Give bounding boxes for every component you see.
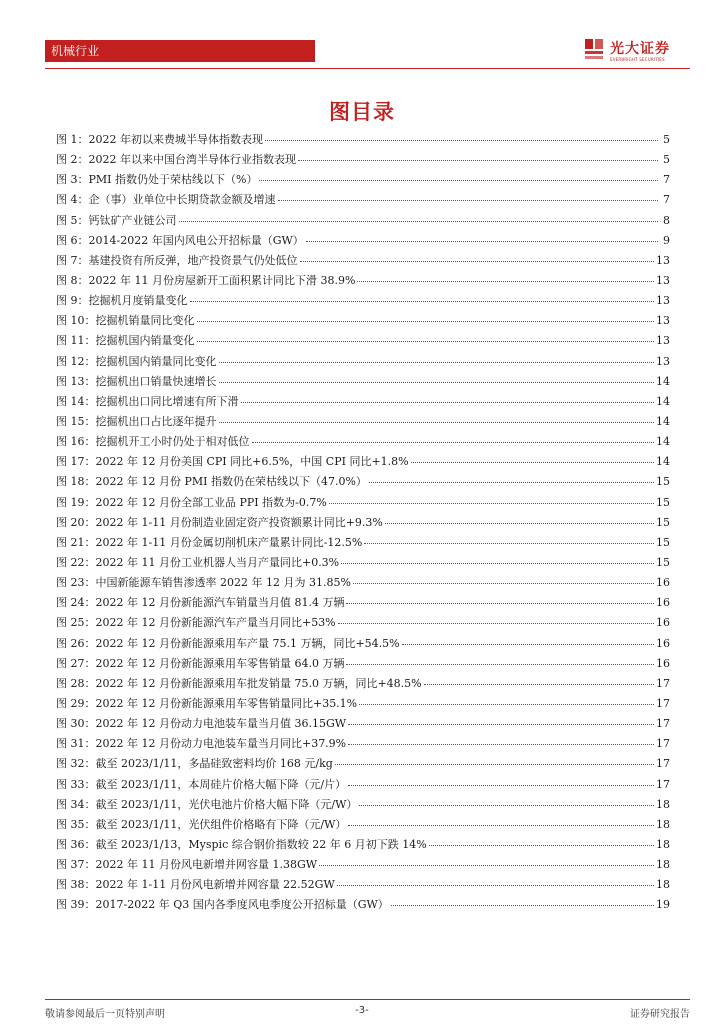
toc-dot-leader xyxy=(252,442,655,443)
toc-entry-label: 图 6：2014-2022 年国内风电公开招标量（GW） xyxy=(56,233,304,247)
toc-entry-label: 图 34：截至 2023/1/11，光伏电池片价格大幅下降（元/W） xyxy=(56,797,358,811)
toc-dot-leader xyxy=(338,623,654,624)
toc-dot-leader xyxy=(353,583,654,584)
header-rule xyxy=(45,68,690,69)
toc-entry-page: 15 xyxy=(656,475,670,489)
toc-entry-label: 图 11：挖掘机国内销量变化 xyxy=(56,334,195,348)
toc-entry-page: 14 xyxy=(656,455,670,469)
toc-dot-leader xyxy=(346,603,654,604)
toc-entry[interactable] xyxy=(56,635,670,655)
toc-entry-page: 15 xyxy=(656,515,670,529)
page-number: -3- xyxy=(355,1005,369,1016)
toc-dot-leader xyxy=(357,281,654,282)
toc-entry-label: 图 17：2022 年 12 月份美国 CPI 同比+6.5%，中国 CPI 同比+1.8% xyxy=(56,455,409,469)
toc-entry-label: 图 39：2017-2022 年 Q3 国内各季度风电季度公开招标量（GW） xyxy=(56,898,389,912)
toc-dot-leader xyxy=(300,261,655,262)
toc-dot-leader xyxy=(359,704,654,705)
toc-entry[interactable] xyxy=(56,151,670,171)
toc-entry[interactable] xyxy=(56,272,670,292)
toc-entry-label: 图 25：2022 年 12 月份新能源汽车产量当月同比+53% xyxy=(56,616,336,630)
toc-dot-leader xyxy=(319,865,654,866)
toc-entry[interactable] xyxy=(56,332,670,352)
toc-entry[interactable] xyxy=(56,816,670,836)
toc-dot-leader xyxy=(364,543,654,544)
toc-entry[interactable] xyxy=(56,776,670,796)
toc-entry-label: 图 2：2022 年以来中国台湾半导体行业指数表现 xyxy=(56,153,296,167)
toc-entry[interactable] xyxy=(56,695,670,715)
toc-entry-label: 图 36：截至 2023/1/13，Myspic 综合钢价指数较 22 年 6 月初下跌 14% xyxy=(56,837,427,851)
toc-entry-label: 图 31：2022 年 12 月份动力电池装车量当月同比+37.9% xyxy=(56,737,347,751)
toc-entry-page: 9 xyxy=(663,233,670,247)
toc-dot-leader xyxy=(348,825,654,826)
table-of-figures xyxy=(56,131,670,916)
toc-dot-leader xyxy=(341,563,654,564)
toc-entry-page: 16 xyxy=(656,616,670,630)
toc-entry-page: 17 xyxy=(656,696,670,710)
toc-entry[interactable] xyxy=(56,312,670,332)
toc-entry-page: 16 xyxy=(656,636,670,650)
toc-dot-leader xyxy=(306,241,658,242)
footer-rule xyxy=(45,999,690,1000)
toc-entry-label: 图 7：基建投资有所反弹，地产投资景气仍处低位 xyxy=(56,253,298,267)
toc-entry[interactable] xyxy=(56,453,670,473)
toc-entry[interactable] xyxy=(56,655,670,675)
toc-dot-leader xyxy=(241,402,655,403)
toc-dot-leader xyxy=(265,140,658,141)
toc-entry-label: 图 19：2022 年 12 月份全部工业品 PPI 指数为-0.7% xyxy=(56,495,327,509)
toc-dot-leader xyxy=(369,482,654,483)
toc-entry[interactable] xyxy=(56,574,670,594)
toc-entry[interactable] xyxy=(56,473,670,493)
toc-entry-label: 图 27：2022 年 12 月份新能源乘用车零售销量 64.0 万辆 xyxy=(56,656,345,670)
toc-entry[interactable] xyxy=(56,131,670,151)
toc-entry-label: 图 28：2022 年 12 月份新能源乘用车批发销量 75.0 万辆，同比+48.5% xyxy=(56,676,422,690)
toc-dot-leader xyxy=(278,200,659,201)
toc-entry[interactable] xyxy=(56,755,670,775)
toc-entry-label: 图 20：2022 年 1-11 月份制造业固定资产投资额累计同比+9.3% xyxy=(56,515,383,529)
toc-entry[interactable] xyxy=(56,614,670,634)
toc-dot-leader xyxy=(197,321,655,322)
toc-dot-leader xyxy=(391,905,654,906)
toc-entry[interactable] xyxy=(56,433,670,453)
toc-entry[interactable] xyxy=(56,876,670,896)
toc-entry[interactable] xyxy=(56,171,670,191)
toc-entry-page: 15 xyxy=(656,535,670,549)
toc-entry[interactable] xyxy=(56,715,670,735)
toc-dot-leader xyxy=(402,644,654,645)
toc-entry-label: 图 22：2022 年 11 月份工业机器人当月产量同比+0.3% xyxy=(56,555,340,569)
toc-entry-label: 图 9：挖掘机月度销量变化 xyxy=(56,294,188,308)
toc-entry-page: 13 xyxy=(656,294,670,308)
toc-entry-label: 图 29：2022 年 12 月份新能源乘用车零售销量同比+35.1% xyxy=(56,696,358,710)
footer-report-type: 证券研究报告 xyxy=(630,1009,690,1020)
toc-entry[interactable] xyxy=(56,191,670,211)
toc-entry[interactable] xyxy=(56,534,670,554)
toc-entry-label: 图 4：企（事）业单位中长期贷款金额及增速 xyxy=(56,193,276,207)
toc-entry-page: 17 xyxy=(656,717,670,731)
toc-entry-page: 14 xyxy=(656,414,670,428)
toc-entry-page: 13 xyxy=(656,314,670,328)
toc-entry[interactable] xyxy=(56,353,670,373)
toc-entry-page: 17 xyxy=(656,676,670,690)
toc-dot-leader xyxy=(348,724,654,725)
toc-entry[interactable] xyxy=(56,252,670,272)
toc-entry-label: 图 26：2022 年 12 月份新能源乘用车产量 75.1 万辆，同比+54.5% xyxy=(56,636,400,650)
toc-entry[interactable] xyxy=(56,393,670,413)
toc-entry-page: 14 xyxy=(656,394,670,408)
toc-dot-leader xyxy=(179,221,659,222)
logo-mark-icon xyxy=(582,37,606,63)
toc-entry[interactable] xyxy=(56,494,670,514)
toc-dot-leader xyxy=(385,523,654,524)
toc-entry-page: 13 xyxy=(656,354,670,368)
section-label: 机械行业 xyxy=(51,44,100,58)
toc-entry-page: 17 xyxy=(656,737,670,751)
toc-entry[interactable] xyxy=(56,836,670,856)
toc-entry[interactable] xyxy=(56,232,670,252)
toc-entry-page: 5 xyxy=(663,153,670,167)
toc-entry-label: 图 18：2022 年 12 月份 PMI 指数仍在荣枯线以下（47.0%） xyxy=(56,475,367,489)
toc-entry-label: 图 23：中国新能源车销售渗透率 2022 年 12 月为 31.85% xyxy=(56,576,351,590)
toc-entry-label: 图 12：挖掘机国内销量同比变化 xyxy=(56,354,217,368)
toc-dot-leader xyxy=(197,341,655,342)
toc-entry-label: 图 14：挖掘机出口同比增速有所下滑 xyxy=(56,394,239,408)
toc-entry[interactable] xyxy=(56,675,670,695)
toc-entry[interactable] xyxy=(56,292,670,312)
toc-entry-label: 图 35：截至 2023/1/11，光伏组件价格略有下降（元/W） xyxy=(56,817,347,831)
toc-dot-leader xyxy=(424,684,654,685)
toc-entry-label: 图 33：截至 2023/1/11，本周硅片价格大幅下降（元/片） xyxy=(56,777,347,791)
toc-dot-leader xyxy=(359,805,654,806)
toc-dot-leader xyxy=(348,744,654,745)
toc-entry-label: 图 1：2022 年初以来费城半导体指数表现 xyxy=(56,133,263,146)
toc-entry-page: 7 xyxy=(663,193,670,207)
toc-entry-page: 16 xyxy=(656,596,670,610)
toc-entry[interactable] xyxy=(56,373,670,393)
toc-dot-leader xyxy=(346,664,654,665)
toc-entry-label: 图 15：挖掘机出口占比逐年提升 xyxy=(56,414,217,428)
toc-entry[interactable] xyxy=(56,796,670,816)
toc-entry-page: 17 xyxy=(656,777,670,791)
toc-entry-label: 图 16：挖掘机开工小时仍处于相对低位 xyxy=(56,435,250,449)
toc-entry[interactable] xyxy=(56,594,670,614)
toc-entry[interactable] xyxy=(56,514,670,534)
toc-dot-leader xyxy=(219,362,655,363)
toc-entry-label: 图 24：2022 年 12 月份新能源汽车销量当月值 81.4 万辆 xyxy=(56,596,345,610)
toc-entry-page: 18 xyxy=(656,797,670,811)
toc-entry-page: 15 xyxy=(656,555,670,569)
toc-entry-label: 图 37：2022 年 11 月份风电新增并网容量 1.38GW xyxy=(56,858,318,872)
toc-entry-page: 18 xyxy=(656,837,670,851)
toc-dot-leader xyxy=(259,180,658,181)
toc-entry-label: 图 10：挖掘机销量同比变化 xyxy=(56,314,195,328)
toc-entry-page: 16 xyxy=(656,576,670,590)
brand-logo xyxy=(580,37,690,67)
toc-entry-label: 图 5：钙钛矿产业链公司 xyxy=(56,213,177,227)
toc-entry[interactable] xyxy=(56,735,670,755)
toc-dot-leader xyxy=(348,785,654,786)
toc-entry-page: 16 xyxy=(656,656,670,670)
toc-entry-label: 图 21：2022 年 1-11 月份金属切削机床产量累计同比-12.5% xyxy=(56,535,363,549)
toc-dot-leader xyxy=(337,885,654,886)
toc-entry-page: 14 xyxy=(656,435,670,449)
toc-dot-leader xyxy=(429,845,654,846)
toc-entry-label: 图 32：截至 2023/1/11，多晶硅致密料均价 168 元/kg xyxy=(56,757,333,771)
toc-entry-page: 14 xyxy=(656,374,670,388)
toc-dot-leader xyxy=(335,764,654,765)
toc-entry-page: 13 xyxy=(656,334,670,348)
toc-entry-label: 图 13：挖掘机出口销量快速增长 xyxy=(56,374,217,388)
toc-entry-page: 5 xyxy=(663,133,670,146)
toc-entry-page: 18 xyxy=(656,858,670,872)
brand-subtitle: EVERBRIGHT SECURITIES xyxy=(610,57,665,62)
toc-dot-leader xyxy=(411,462,654,463)
toc-dot-leader xyxy=(329,503,654,504)
toc-entry-label: 图 8：2022 年 11 月份房屋新开工面积累计同比下滑 38.9% xyxy=(56,273,356,287)
toc-dot-leader xyxy=(219,422,655,423)
toc-entry-page: 19 xyxy=(656,898,670,912)
toc-entry-page: 13 xyxy=(656,253,670,267)
toc-entry-page: 13 xyxy=(656,273,670,287)
toc-entry-page: 17 xyxy=(656,757,670,771)
toc-entry[interactable] xyxy=(56,413,670,433)
toc-entry-page: 7 xyxy=(663,173,670,187)
toc-entry-page: 15 xyxy=(656,495,670,509)
toc-entry-page: 8 xyxy=(663,213,670,227)
toc-dot-leader xyxy=(190,301,655,302)
toc-entry-label: 图 38：2022 年 1-11 月份风电新增并网容量 22.52GW xyxy=(56,878,335,892)
brand-name: 光大证券 xyxy=(610,41,670,57)
toc-entry[interactable] xyxy=(56,212,670,232)
toc-entry-page: 18 xyxy=(656,878,670,892)
toc-dot-leader xyxy=(298,160,658,161)
toc-entry[interactable] xyxy=(56,856,670,876)
toc-entry-label: 图 30：2022 年 12 月份动力电池装车量当月值 36.15GW xyxy=(56,717,347,731)
toc-entry[interactable] xyxy=(56,896,670,916)
toc-dot-leader xyxy=(219,382,655,383)
page-title: 图目录 xyxy=(329,100,395,124)
toc-entry-page: 18 xyxy=(656,817,670,831)
footer-disclaimer: 敬请参阅最后一页特别声明 xyxy=(45,1009,165,1020)
toc-entry-label: 图 3：PMI 指数仍处于荣枯线以下（%） xyxy=(56,173,258,187)
toc-entry[interactable] xyxy=(56,554,670,574)
